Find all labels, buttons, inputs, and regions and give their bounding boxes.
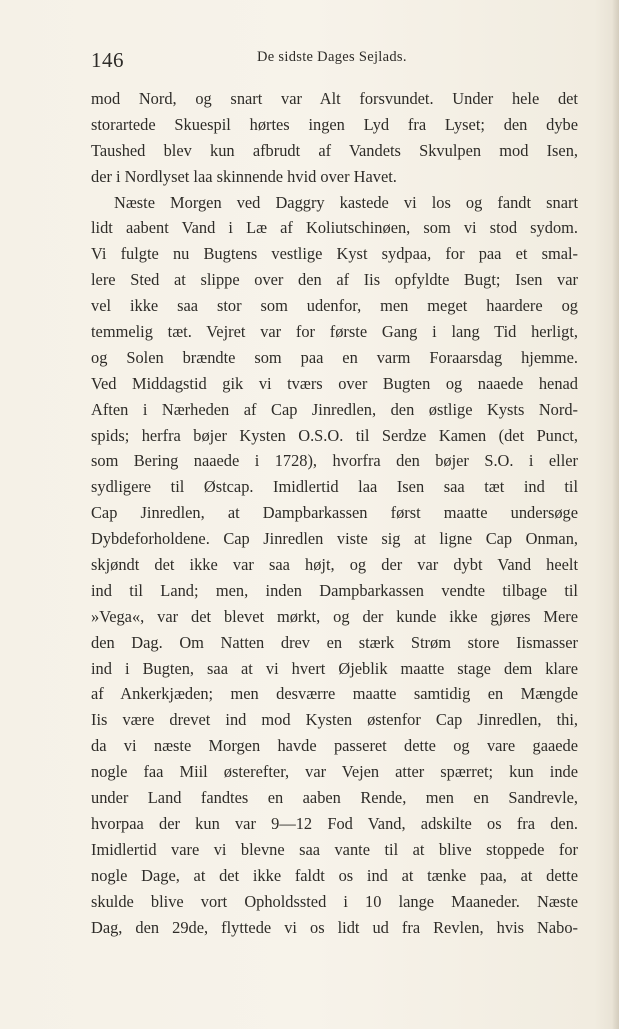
text-line: og Solen brændte som paa en varm Foraarsdag hjemme. (91, 347, 578, 367)
text-line: storartede Skuespil hørtes ingen Lyd fra Lyset; den dybe (91, 114, 578, 134)
text-line: mod Nord, og snart var Alt forsvundet. Under hele det (91, 89, 578, 108)
text-line: Taushed blev kun afbrudt af Vandets Skvulpen mod Isen, (91, 140, 578, 160)
text-line: da vi næste Morgen havde passeret dette og vare gaaede (91, 736, 578, 756)
text-line: Ved Middagstid gik vi tværs over Bugten og naaede henad (91, 373, 578, 393)
body-text (91, 86, 578, 940)
text-line: Næste Morgen ved Daggry kastede vi los og fandt snart (114, 192, 578, 212)
text-line: skulde blive vort Opholdssted i 10 lange Maaneder. Næste (91, 891, 578, 911)
text-line: Dag, den 29de, flyttede vi os lidt ud fra Revlen, hvis Nabo- (91, 917, 578, 937)
text-line: Cap Jinredlen, at Dampbarkassen først maatte undersøge (91, 503, 578, 523)
text-line: lere Sted at slippe over den af Iis opfyldte Bugt; Isen var (91, 270, 578, 290)
text-line: under Land fandtes en aaben Rende, men en Sandrevle, (91, 788, 578, 808)
text-line: Dybdeforholdene. Cap Jinredlen viste sig at ligne Cap Onman, (91, 529, 578, 549)
text-line: Imidlertid vare vi blevne saa vante til at blive stoppede for (91, 839, 578, 859)
text-line: spids; herfra bøjer Kysten O.S.O. til Serdze Kamen (det Punct, (91, 425, 578, 445)
text-line: den Dag. Om Natten drev en stærk Strøm store Iismasser (91, 632, 578, 652)
text-line: der i Nordlyset laa skinnende hvid over Havet. (91, 166, 397, 186)
text-line: temmelig tæt. Vejret var for første Gang i lang Tid herligt, (91, 322, 578, 342)
text-line: ind til Land; men, inden Dampbarkassen vendte tilbage til (91, 580, 578, 600)
text-line: ind i Bugten, saa at vi hvert Øjeblik maatte stage dem klare (91, 658, 578, 678)
text-line: hvorpaa der kun var 9—12 Fod Vand, adskilte os fra den. (91, 813, 578, 833)
text-line: »Vega«, var det blevet mørkt, og der kunde ikke gjøres Mere (91, 606, 578, 626)
text-line: nogle faa Miil østerefter, var Vejen atter spærret; kun inde (91, 762, 578, 782)
text-line: af Ankerkjæden; men desværre maatte samtidig en Mængde (91, 684, 578, 704)
running-title: De sidste Dages Sejlads. (257, 49, 407, 65)
text-line: nogle Dage, at det ikke faldt os ind at tænke paa, at dette (91, 865, 578, 885)
text-line: Aften i Nærheden af Cap Jinredlen, den østlige Kysts Nord- (91, 399, 578, 419)
page-number: 146 (91, 48, 124, 72)
text-line: vel ikke saa stor som udenfor, men meget haardere og (91, 296, 578, 316)
text-line: som Bering naaede i 1728), hvorfra den bøjer S.O. i eller (91, 451, 578, 471)
running-head (0, 46, 619, 72)
text-line: sydligere til Østcap. Imidlertid laa Isen saa tæt ind til (91, 477, 578, 497)
text-line: skjøndt det ikke var saa højt, og der var dybt Vand heelt (91, 555, 578, 575)
page-edge-shadow (612, 0, 619, 1029)
text-line: Iis være drevet ind mod Kysten østenfor Cap Jinredlen, thi, (91, 710, 578, 730)
text-line: lidt aabent Vand i Læ af Koliutschinøen, som vi stod sydom. (91, 218, 578, 238)
text-line: Vi fulgte nu Bugtens vestlige Kyst sydpaa, for paa et smal- (91, 244, 578, 264)
